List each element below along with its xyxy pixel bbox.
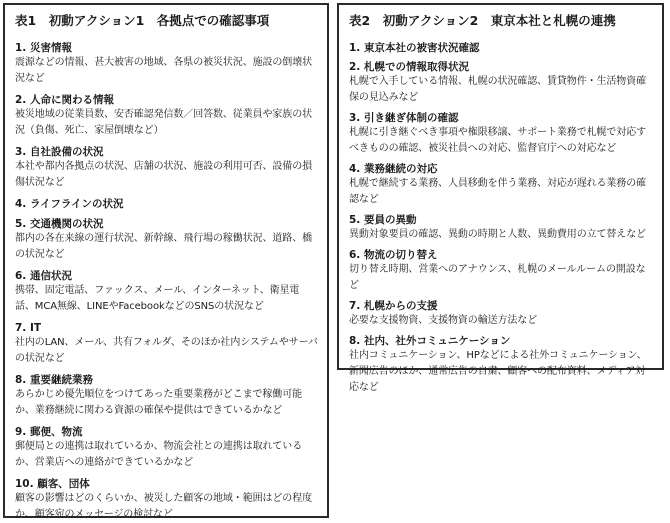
table-1-list: [15, 41, 318, 523]
item-description: 札幌に引き継ぐべき事項や権限移譲、サポート業務で札幌で対応すべきものの確認、被災社員への対応、監督官庁への対応など: [349, 127, 646, 154]
item-heading: 1. 東京本社の被害状況確認: [349, 42, 480, 54]
item-heading: 1. 災害情報: [15, 42, 72, 54]
item-description: 異動対象要員の確認、異動の時期と人数、異動費用の立て替えなど: [349, 229, 646, 240]
item-heading: 10. 顧客、団体: [15, 478, 90, 490]
item-heading: 8. 重要継続業務: [15, 374, 93, 386]
item-description: 震源などの情報、甚大被害の地域、各県の被災状況、施設の倒壊状況など: [15, 57, 312, 84]
item-description: 切り替え時期、営業へのアナウンス、札幌のメールルームの開設など: [349, 264, 646, 291]
list-item: [15, 425, 318, 471]
list-item: [349, 213, 653, 243]
item-description: 札幌で継続する業務、人員移動を伴う業務、対応が遅れる業務の確認など: [349, 178, 646, 205]
item-heading: 3. 自社設備の状況: [15, 146, 104, 158]
item-description: 札幌で入手している情報、札幌の状況確認、賃貸物件・生活物資確保の見込みなど: [349, 76, 646, 103]
list-item: [349, 248, 653, 294]
item-heading: 7. IT: [15, 322, 42, 334]
item-description: 郵便局との連携は取れているか、物流会社との連携は取れているか、営業店への連絡ができているかなど: [15, 441, 303, 468]
table-2-list: [349, 41, 653, 396]
list-item: [15, 477, 318, 523]
item-heading: 3. 引き継ぎ体制の確認: [349, 112, 459, 124]
item-heading: 9. 郵便、物流: [15, 426, 83, 438]
list-item: [349, 60, 653, 106]
list-item: [349, 41, 653, 55]
list-item: [349, 111, 653, 157]
item-description: 顧客の影響はどのくらいか、被災した顧客の地域・範囲はどの程度か、顧客宛のメッセージの検討など: [15, 493, 312, 520]
list-item: [15, 41, 318, 87]
item-description: 携帯、固定電話、ファックス、メール、インターネット、衛星電話、MCA無線、LINEやFacebookなどのSNSの状況など: [15, 285, 300, 312]
item-heading: 7. 札幌からの支援: [349, 300, 438, 312]
list-item: [15, 373, 318, 419]
table-1-panel: [3, 3, 329, 518]
item-description: 社内コミュニケーション、HPなどによる社外コミュニケーション、新聞広告のほか、通常広告の自粛、顧客への配布資料、メディア対応など: [349, 350, 647, 393]
item-heading: 4. ライフラインの状況: [15, 198, 124, 210]
list-item: [349, 162, 653, 208]
item-description: 都内の各在来線の運行状況、新幹線、飛行場の稼働状況、道路、橋の状況など: [15, 233, 312, 260]
list-item: [15, 269, 318, 315]
list-item: [349, 299, 653, 329]
item-heading: 2. 札幌での情報取得状況: [349, 61, 469, 73]
list-item: [349, 334, 653, 396]
list-item: [15, 321, 318, 367]
item-heading: 6. 通信状況: [15, 270, 72, 282]
list-item: [15, 145, 318, 191]
item-heading: 5. 要員の異動: [349, 214, 417, 226]
item-description: 社内のLAN、メール、共有フォルダ、そのほか社内システムやサーバの状況など: [15, 337, 318, 364]
item-description: 必要な支援物資、支援物資の輸送方法など: [349, 315, 538, 326]
item-heading: 5. 交通機関の状況: [15, 218, 104, 230]
table-2-title: 表2 初動アクション2 東京本社と札幌の連携: [349, 13, 616, 28]
list-item: [15, 217, 318, 263]
item-description: 被災地域の従業員数、安否確認発信数／回答数、従業員や家族の状況（負傷、死亡、家屋倒壊など）: [15, 109, 312, 136]
list-item: [15, 93, 318, 139]
table-1-title: 表1 初動アクション1 各拠点での確認事項: [15, 13, 270, 28]
item-description: 本社や都内各拠点の状況、店舗の状況、施設の利用可否、設備の損傷状況など: [15, 161, 312, 188]
item-description: あらかじめ優先順位をつけてあった重要業務がどこまで稼働可能か、業務継続に関わる資源の確保や提供はできているかなど: [15, 389, 302, 416]
item-heading: 4. 業務継続の対応: [349, 163, 438, 175]
item-heading: 2. 人命に関わる情報: [15, 94, 114, 106]
item-heading: 6. 物流の切り替え: [349, 249, 438, 261]
item-heading: 8. 社内、社外コミュニケーション: [349, 335, 511, 347]
table-2-panel: [337, 3, 664, 393]
list-item: [15, 197, 318, 211]
